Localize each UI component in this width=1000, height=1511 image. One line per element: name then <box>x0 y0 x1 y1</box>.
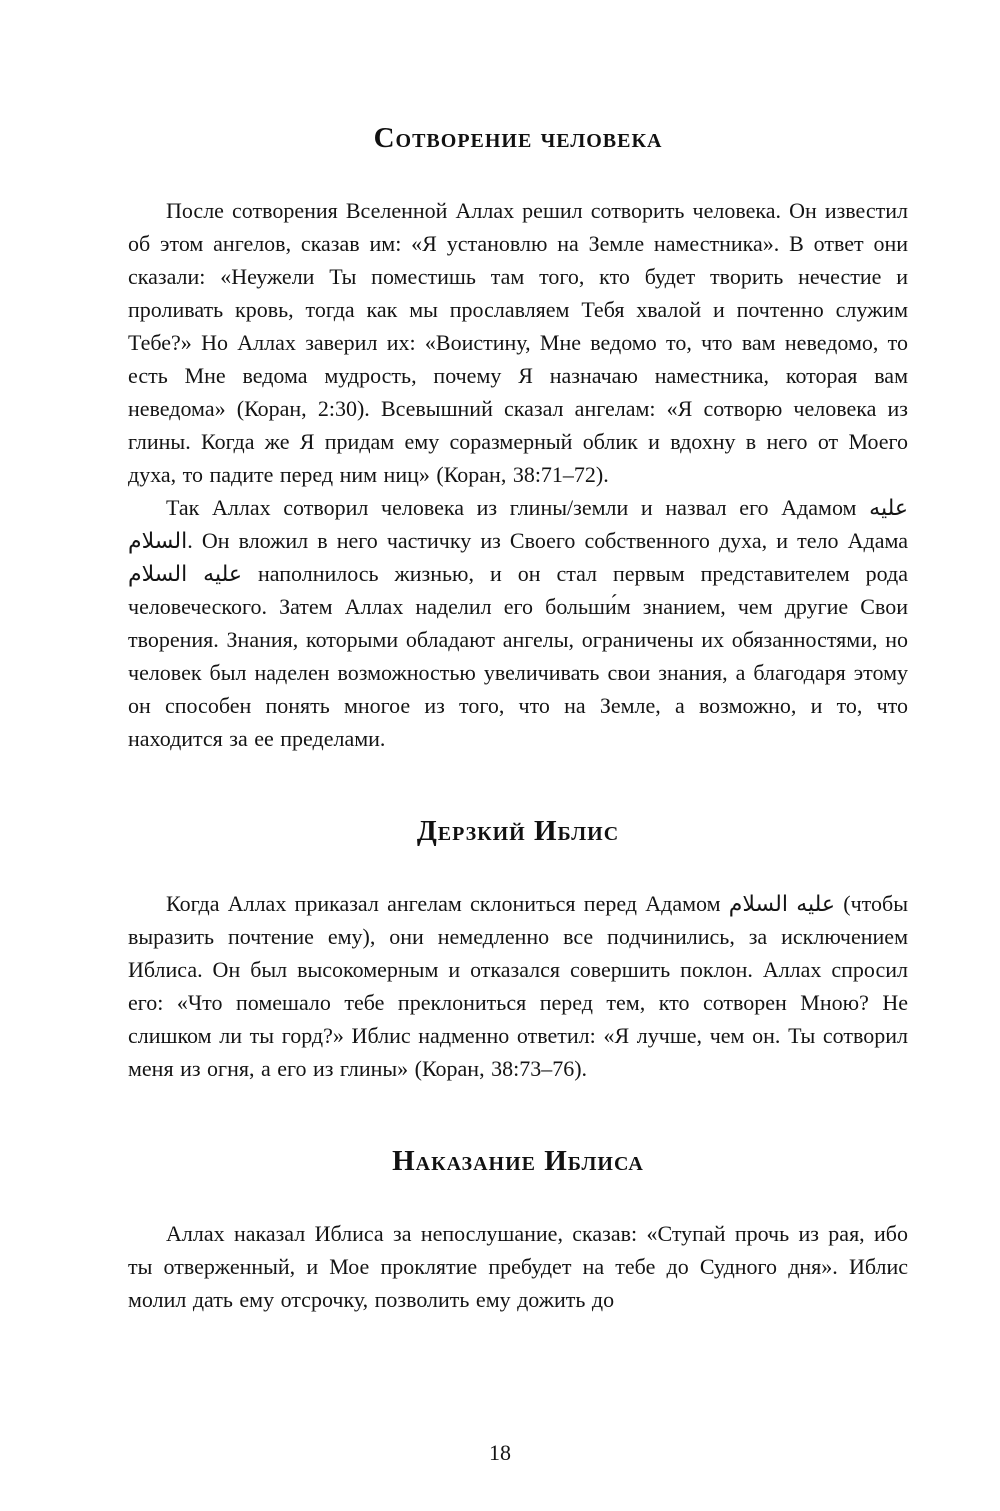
paragraph: Так Аллах сотворил человека из глины/земли и назвал его Адамом عليه السلام. Он вложил в него частичку из Своего собственного духа, и тело Адама عليه السلام наполнилось жизнью, и он стал первым представителем рода человеческого. Затем Аллах наделил его больши́м знанием, чем другие Свои творения. Знания, которыми обладают ангелы, ограничены их обязанностями, но человек был наделен возможностью увеличивать свои знания, а благодаря этому он способен понять многое из того, что на Земле, а возможно, и то, что находится за ее пределами. <box>128 495 908 751</box>
section-insolent-iblis <box>128 813 908 1085</box>
section-heading-insolent-iblis: Дерзкий Иблис <box>416 815 620 847</box>
paragraph: После сотворения Вселенной Аллах решил сотворить человека. Он известил об этом ангелов, сказав им: «Я установлю на Земле наместника». В ответ они сказали: «Неужели Ты поместишь там того, кто будет творить нечестие и проливать кровь, тогда как мы прославляем Тебя хвалой и почтенно служим Тебе?» Но Аллах заверил их: «Воистину, Мне ведомо то, что вам неведомо, то есть Мне ведома мудрость, почему Я назначаю наместника, которая вам неведома» (Коран, 2:30). Всевышний сказал ангелам: «Я сотворю человека из глины. Когда же Я придам ему соразмерный облик и вдохну в него от Моего духа, то падите перед ним ниц» (Коран, 38:71–72). <box>128 198 908 487</box>
page-number: 18 <box>489 1440 511 1465</box>
section-creation-of-man <box>128 120 908 755</box>
section-heading-punishment-of-iblis: Наказание Иблиса <box>392 1145 644 1177</box>
section-punishment-of-iblis <box>128 1143 908 1316</box>
paragraph: Когда Аллах приказал ангелам склониться перед Адамом عليه السلام (чтобы выразить почтение ему), они немедленно все подчинились, за исключением Иблиса. Он был высокомерным и отказался совершить поклон. Аллах спросил его: «Что помешало тебе преклониться перед тем, кто сотворен Мною? Не слишком ли ты горд?» Иблис надменно ответил: «Я лучше, чем он. Ты сотворил меня из огня, а его из глины» (Коран, 38:73–76). <box>128 891 908 1081</box>
text-column <box>128 0 908 1316</box>
section-heading-creation-of-man: Сотворение человека <box>373 122 663 154</box>
paragraph: Аллах наказал Иблиса за непослушание, сказав: «Ступай прочь из рая, ибо ты отверженный, и Мое проклятие пребудет на тебе до Судного дня». Иблис молил дать ему отсрочку, позволить ему дожить до <box>128 1221 908 1312</box>
